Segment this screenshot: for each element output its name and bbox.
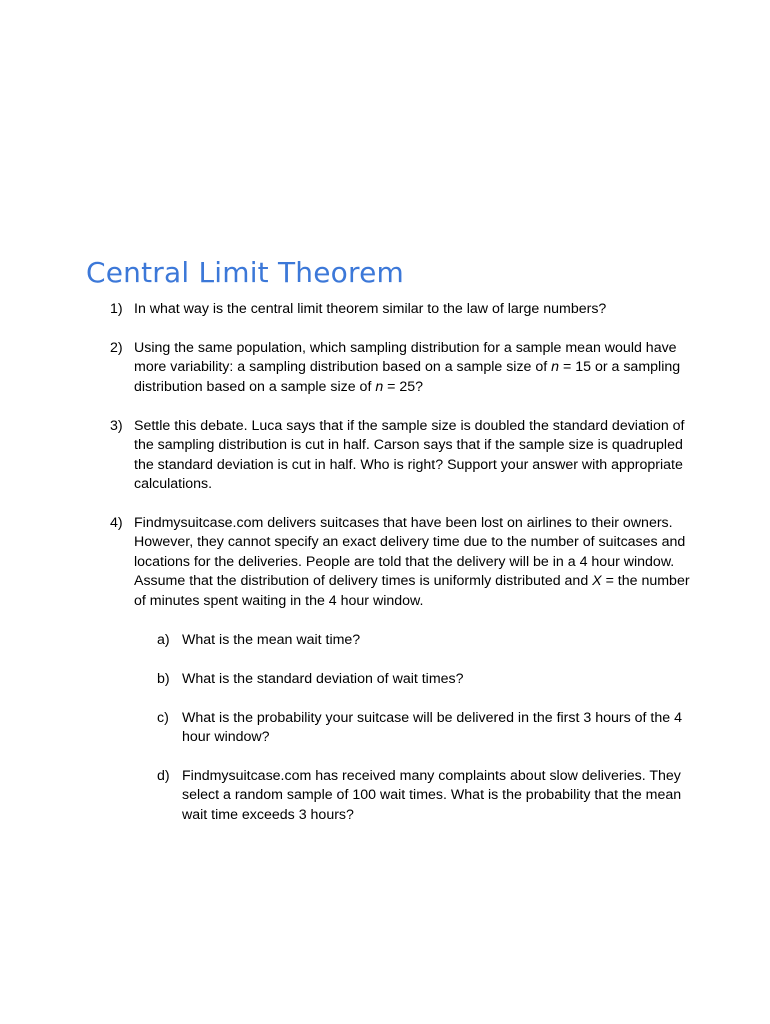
sub-question-text-line: hour window?: [182, 729, 270, 746]
sub-question-list: [0, 631, 770, 826]
sub-question-c: [0, 709, 712, 748]
text-segment: = the number: [601, 573, 690, 590]
sub-question-text-line: What is the mean wait time?: [182, 631, 361, 648]
question-text-line: the standard deviation is cut in half. Who is right? Support your answer with appropriate: [134, 456, 683, 473]
question-1: [0, 300, 712, 319]
sub-question-d: [0, 767, 712, 825]
question-3: [0, 417, 712, 495]
question-text-line: the sampling distribution is cut in half. Carson says that if the sample size is quadrupled: [134, 437, 683, 454]
question-text-line: of minutes spent waiting in the 4 hour window.: [134, 592, 424, 609]
question-text-line: [134, 572, 712, 591]
text-segment: Assume that the distribution of delivery times is uniformly distributed and: [134, 573, 593, 590]
question-text-line: calculations.: [134, 476, 213, 493]
question-text-line: [134, 358, 712, 377]
question-number: 4): [110, 515, 123, 532]
sub-question-text-line: Findmysuitcase.com has received many complaints about slow deliveries. They: [182, 768, 681, 785]
text-segment: = 25?: [383, 378, 424, 395]
question-text-line: locations for the deliveries. People are told that the delivery will be in a 4 hour window.: [134, 553, 675, 570]
sub-question-a: [0, 631, 712, 650]
page-title: Central Limit Theorem: [86, 256, 404, 289]
question-2: [0, 339, 712, 397]
sub-question-text-line: What is the standard deviation of wait times?: [182, 670, 464, 687]
text-segment: more variability: a sampling distribution based on a sample size of: [134, 359, 552, 376]
sub-question-letter: b): [157, 670, 170, 687]
sub-question-letter: c): [157, 709, 169, 726]
question-text-line: Settle this debate. Luca says that if the sample size is doubled the standard deviation of: [134, 417, 685, 434]
sub-question-letter: a): [157, 631, 170, 648]
question-text-line: [134, 378, 712, 397]
question-list: [0, 300, 770, 825]
sub-question-text-line: What is the probability your suitcase will be delivered in the first 3 hours of the 4: [182, 709, 682, 726]
sub-question-text-line: wait time exceeds 3 hours?: [182, 806, 354, 823]
sub-question-b: [0, 670, 712, 689]
question-text-line: Using the same population, which sampling distribution for a sample mean would have: [134, 340, 677, 356]
question-text-line: However, they cannot specify an exact delivery time due to the number of suitcases and: [134, 534, 686, 551]
question-4: [0, 514, 712, 611]
sub-question-letter: d): [157, 768, 170, 785]
text-segment: = 15 or a sampling: [559, 359, 681, 376]
question-number: 3): [110, 417, 123, 434]
question-number: 2): [110, 340, 123, 356]
text-segment: distribution based on a sample size of: [134, 378, 376, 395]
sub-question-text-line: select a random sample of 100 wait times. What is the probability that the mean: [182, 787, 682, 804]
variable-x: X: [592, 573, 602, 590]
question-text-line: Findmysuitcase.com delivers suitcases that have been lost on airlines to their owners.: [134, 515, 673, 532]
variable-n: n: [551, 359, 560, 376]
question-number: 1): [110, 301, 123, 317]
question-text-line: In what way is the central limit theorem similar to the law of large numbers?: [134, 301, 607, 317]
variable-n: n: [375, 378, 384, 395]
